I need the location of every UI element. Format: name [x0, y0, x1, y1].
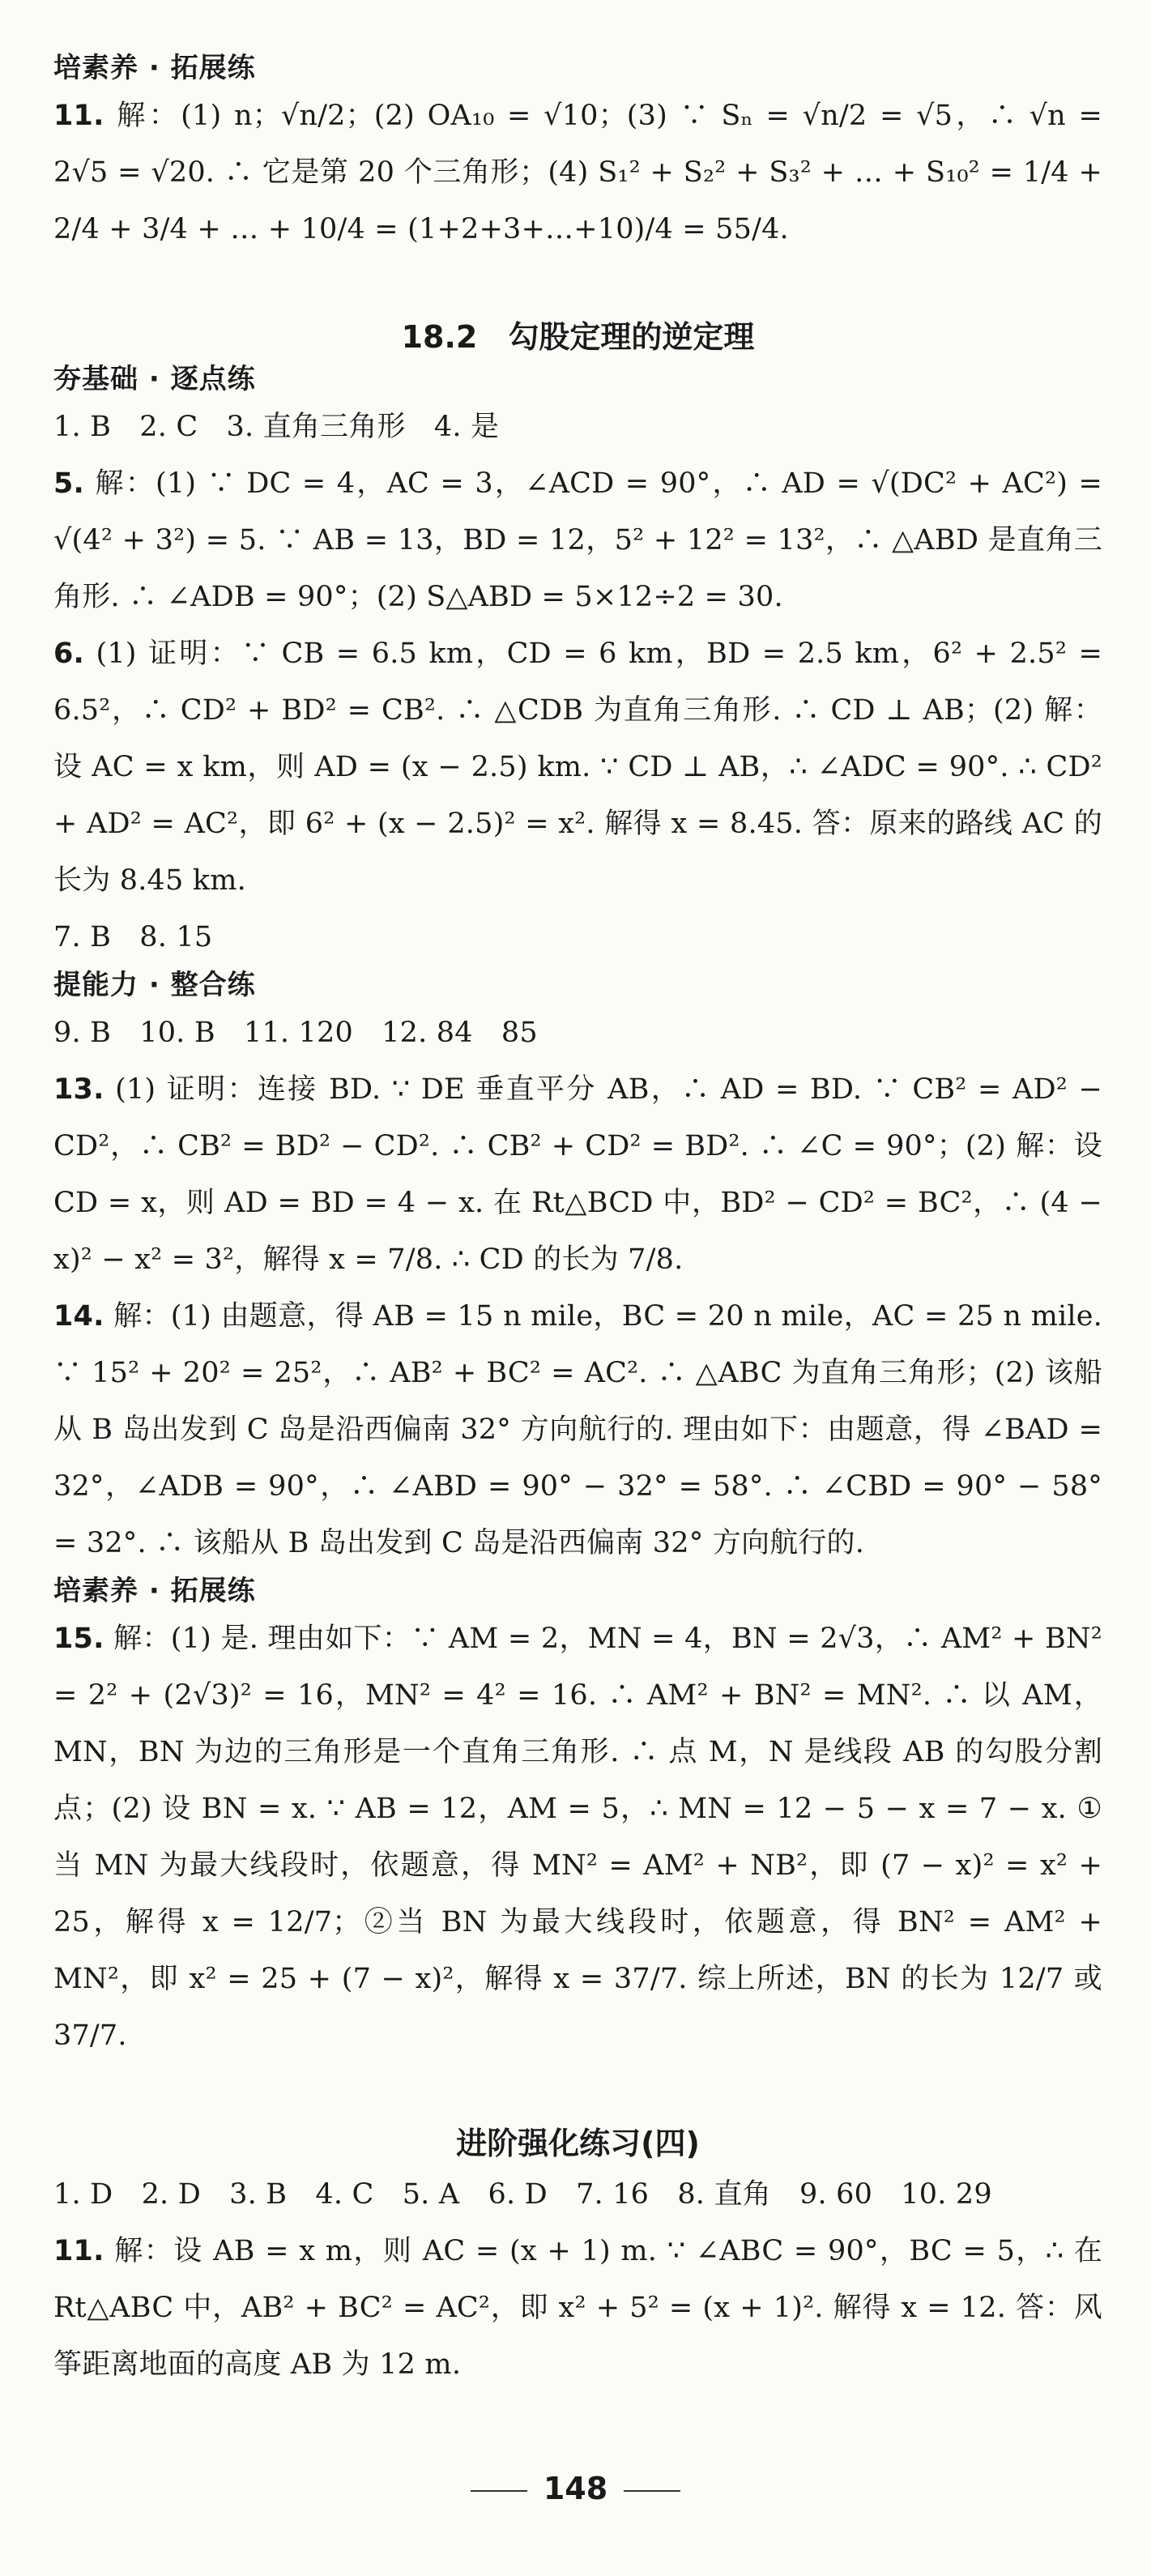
answer-text: 解：设 AB = x m，则 AC = (x + 1) m. ∵ ∠ABC = 90°，BC = 5，∴ 在 Rt△ABC 中，AB² + BC² = AC²，即 x² + 5² = (x + 1)². 解得 x = 12. 答：风筝距离地面的高度 AB 为 12 m. — [53, 2235, 1103, 2381]
answer-number: 14. — [53, 1300, 104, 1333]
footer-dash-right — [624, 2490, 680, 2492]
answer-item — [53, 909, 1102, 966]
answer-text: (1) 证明：连接 BD. ∵ DE 垂直平分 AB，∴ AD = BD. ∵ CB² = AD² − CD²，∴ CB² = BD² − CD². ∴ CB² + CD² = BD². ∴ ∠C = 90°；(2) 解：设 CD = x，则 AD = BD = 4 − x. 在 Rt△BCD 中，BD² − CD² = BC²，∴ (4 − x)² − x² = 3²，解得 x = 7/8. ∴ CD 的长为 7/8. — [53, 1073, 1102, 1276]
section-heading: 培素养 · 拓展练 — [53, 1575, 256, 1607]
answer-text: 1. D 2. D 3. B 4. C 5. A 6. D 7. 16 8. 直角 9. 60 10. 29 — [53, 2178, 992, 2211]
answer-number: 13. — [53, 1073, 104, 1106]
answer-item — [53, 399, 1102, 455]
answer-text: 解：(1) n；√n/2；(2) OA₁₀ = √10；(3) ∵ Sₙ = √n/2 = √5，∴ √n = 2√5 = √20. ∴ 它是第 20 个三角形；(4) S₁² + S₂² + S₃² + … + S₁₀² = 1/4 + 2/4 + 3/4 + … + 10/4 = (1+2+3+…+10)/4 = 55/4. — [53, 100, 1102, 245]
answer-text: 7. B 8. 15 — [53, 921, 213, 953]
answer-text: 9. B 10. B 11. 120 12. 84 85 — [53, 1017, 538, 1049]
page-number: 148 — [543, 2471, 608, 2506]
answer-text: 解：(1) ∵ DC = 4，AC = 3，∠ACD = 90°，∴ AD = √(DC² + AC²) = √(4² + 3²) = 5. ∵ AB = 13，BD = 12，5² + 12² = 13²，∴ △ABD 是直角三角形. ∴ ∠ADB = 90°；(2) S△ABD = 5×12÷2 = 30. — [53, 467, 1102, 613]
chapter-title: 进阶强化练习(四) — [456, 2126, 700, 2161]
answer-number: 5. — [53, 467, 85, 500]
answer-item — [53, 455, 1102, 625]
answer-content — [53, 49, 1102, 2393]
answer-number: 6. — [53, 638, 85, 670]
answer-item — [53, 1061, 1102, 1288]
spacer — [53, 258, 1102, 314]
section-heading: 培素养 · 拓展练 — [53, 52, 256, 84]
answer-number: 11. — [53, 2235, 104, 2267]
answer-text: 解：(1) 由题意，得 AB = 15 n mile，BC = 20 n mile，AC = 25 n mile. ∵ 15² + 20² = 25²，∴ AB² + BC² = AC². ∴ △ABC 为直角三角形；(2) 该船从 B 岛出发到 C 岛是沿西偏南 32° 方向航行的. 理由如下：由题意，得 ∠BAD = 32°，∠ADB = 90°，∴ ∠ABD = 90° − 32° = 58°. ∴ ∠CBD = 90° − 58° = 32°. ∴ 该船从 B 岛出发到 C 岛是沿西偏南 32° 方向航行的. — [53, 1300, 1103, 1559]
answer-item — [53, 1288, 1102, 1572]
answer-item — [53, 2223, 1102, 2393]
answer-text: (1) 证明：∵ CB = 6.5 km，CD = 6 km，BD = 2.5 km，6² + 2.5² = 6.5²，∴ CD² + BD² = CB². ∴ △CDB 为直角三角形. ∴ CD ⊥ AB；(2) 解：设 AC = x km，则 AD = (x − 2.5) km. ∵ CD ⊥ AB，∴ ∠ADC = 90°. ∴ CD² + AD² = AC²，即 6² + (x − 2.5)² = x². 解得 x = 8.45. 答：原来的路线 AC 的长为 8.45 km. — [53, 638, 1102, 897]
section-heading: 夯基础 · 逐点练 — [53, 363, 256, 395]
answer-text: 解：(1) 是. 理由如下：∵ AM = 2，MN = 4，BN = 2√3，∴ AM² + BN² = 2² + (2√3)² = 16，MN² = 4² = 16. ∴ AM² + BN² = MN². ∴ 以 AM，MN，BN 为边的三角形是一个直角三角形. ∴ 点 M，N 是线段 AB 的勾股分割点；(2) 设 BN = x. ∵ AB = 12，AM = 5，∴ MN = 12 − 5 − x = 7 − x. ①当 MN 为最大线段时，依题意，得 MN² = AM² + NB²，即 (7 − x)² = x² + 25，解得 x = 12/7；②当 BN 为最大线段时，依题意，得 BN² = AM² + MN²，即 x² = 25 + (7 − x)²，解得 x = 37/7. 综上所述，BN 的长为 12/7 或 37/7. — [53, 1623, 1102, 2052]
answer-item — [53, 87, 1102, 258]
answer-number: 15. — [53, 1623, 104, 1655]
answer-item — [53, 1610, 1102, 2064]
spacer — [53, 2064, 1102, 2121]
answer-number: 11. — [53, 100, 104, 132]
footer-dash-left — [471, 2490, 527, 2492]
answer-text: 1. B 2. C 3. 直角三角形 4. 是 — [53, 411, 500, 443]
answer-item — [53, 2166, 1102, 2223]
answer-item — [53, 625, 1102, 909]
answer-item — [53, 1004, 1102, 1061]
chapter-title: 18.2 勾股定理的逆定理 — [401, 319, 755, 355]
section-heading: 提能力 · 整合练 — [53, 969, 256, 1001]
page-number-footer — [0, 2471, 1151, 2506]
